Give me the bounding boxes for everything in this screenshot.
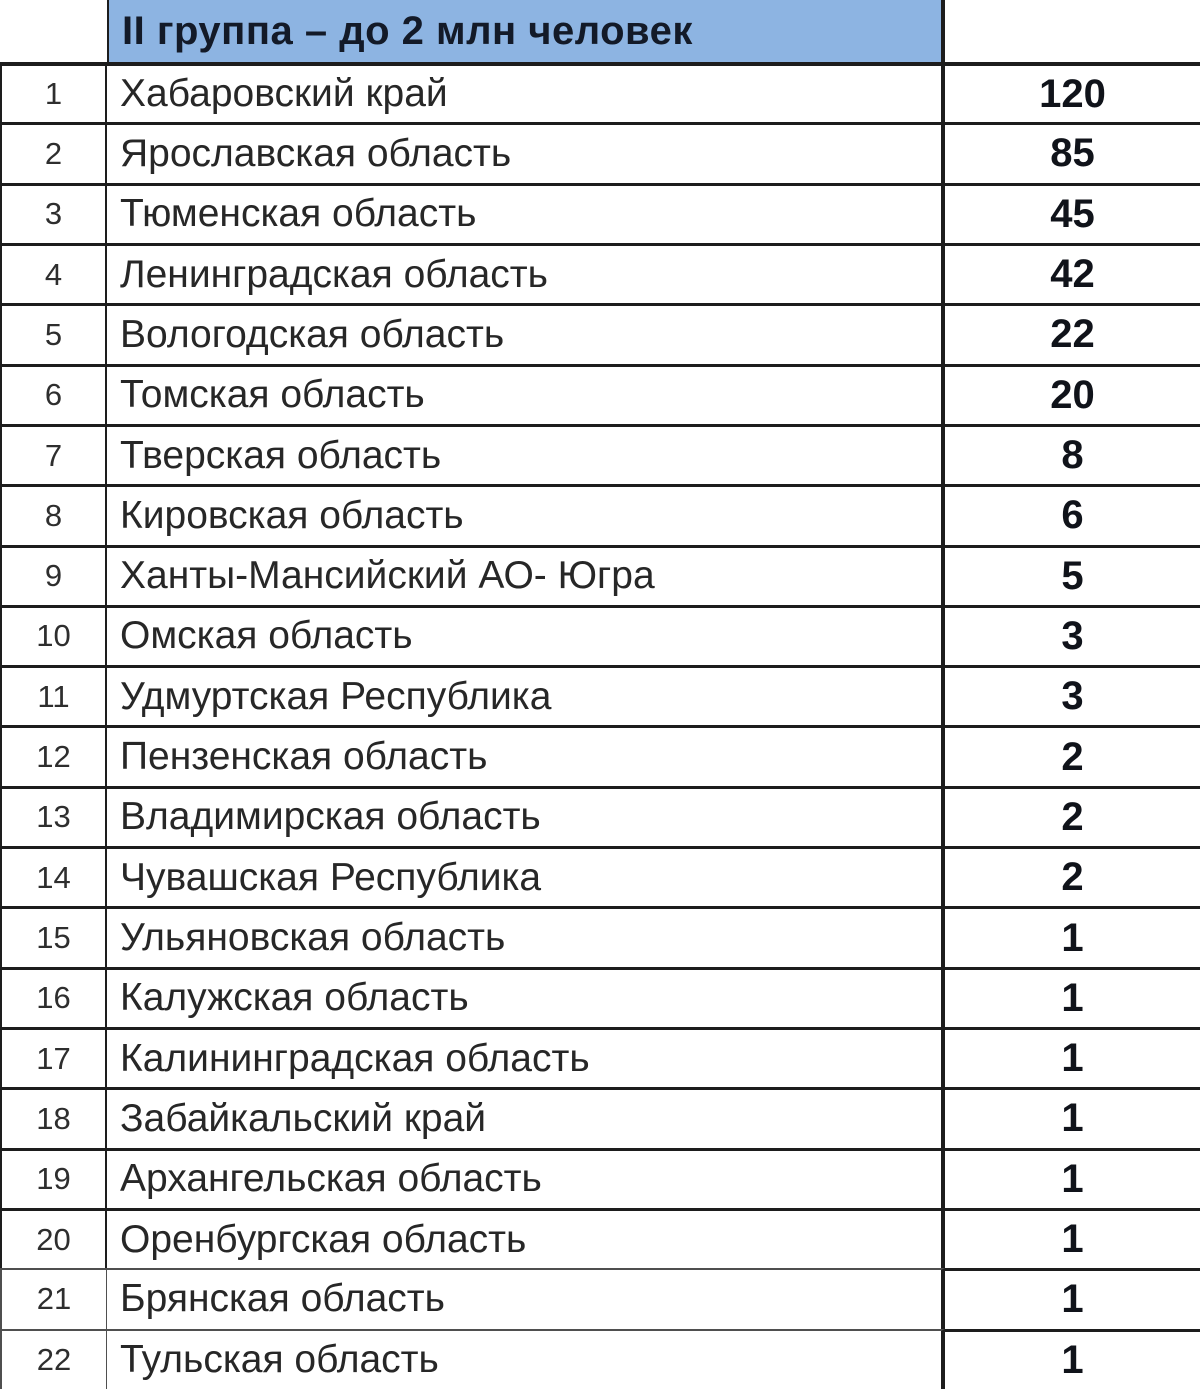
region-value: 1	[945, 1329, 1200, 1389]
region-name: Кировская область	[107, 484, 945, 544]
table-row	[0, 786, 1200, 846]
region-value: 42	[945, 243, 1200, 303]
region-value: 1	[945, 967, 1200, 1027]
row-number: 13	[0, 786, 107, 846]
table-row	[0, 303, 1200, 363]
row-number: 15	[0, 906, 107, 966]
region-name: Ярославская область	[107, 122, 945, 182]
table-row	[0, 424, 1200, 484]
region-name: Ульяновская область	[107, 906, 945, 966]
region-value: 45	[945, 183, 1200, 243]
region-name: Хабаровский край	[107, 62, 945, 122]
region-name: Калужская область	[107, 967, 945, 1027]
row-number: 2	[0, 122, 107, 182]
row-number: 21	[0, 1268, 107, 1328]
table-row	[0, 906, 1200, 966]
table-row	[0, 122, 1200, 182]
region-name: Владимирская область	[107, 786, 945, 846]
table-header-row	[0, 0, 1200, 62]
region-value: 8	[945, 424, 1200, 484]
region-value: 1	[945, 1087, 1200, 1147]
table-row	[0, 725, 1200, 785]
row-number: 3	[0, 183, 107, 243]
row-number: 10	[0, 605, 107, 665]
table-row	[0, 967, 1200, 1027]
region-name: Тюменская область	[107, 183, 945, 243]
group-title: II группа – до 2 млн человек	[107, 0, 945, 62]
region-value: 2	[945, 725, 1200, 785]
row-number: 20	[0, 1208, 107, 1268]
row-number: 16	[0, 967, 107, 1027]
region-name: Забайкальский край	[107, 1087, 945, 1147]
row-number: 18	[0, 1087, 107, 1147]
region-value: 22	[945, 303, 1200, 363]
row-number: 5	[0, 303, 107, 363]
row-number: 17	[0, 1027, 107, 1087]
header-empty-num-cell	[0, 0, 107, 62]
region-value: 85	[945, 122, 1200, 182]
region-name: Омская область	[107, 605, 945, 665]
region-value: 1	[945, 1148, 1200, 1208]
table-row	[0, 1027, 1200, 1087]
row-number: 4	[0, 243, 107, 303]
region-name: Тульская область	[107, 1329, 945, 1389]
region-name: Ханты-Мансийский АО- Югра	[107, 545, 945, 605]
region-value: 5	[945, 545, 1200, 605]
region-name: Удмуртская Республика	[107, 665, 945, 725]
table-row	[0, 1268, 1200, 1328]
table-row	[0, 1208, 1200, 1268]
region-value: 120	[945, 62, 1200, 122]
header-empty-value-cell	[945, 0, 1200, 62]
region-name: Архангельская область	[107, 1148, 945, 1208]
table-row	[0, 364, 1200, 424]
table-row	[0, 665, 1200, 725]
table-row	[0, 484, 1200, 544]
row-number: 12	[0, 725, 107, 785]
region-name: Томская область	[107, 364, 945, 424]
table-row	[0, 605, 1200, 665]
table-row	[0, 1087, 1200, 1147]
region-name: Тверская область	[107, 424, 945, 484]
row-number: 11	[0, 665, 107, 725]
table-row	[0, 183, 1200, 243]
table-row	[0, 62, 1200, 122]
row-number: 19	[0, 1148, 107, 1208]
table-row	[0, 1148, 1200, 1208]
row-number: 7	[0, 424, 107, 484]
region-value: 6	[945, 484, 1200, 544]
table-row	[0, 545, 1200, 605]
region-name: Ленинградская область	[107, 243, 945, 303]
table-body	[0, 62, 1200, 1389]
region-value: 1	[945, 1268, 1200, 1328]
region-value: 3	[945, 665, 1200, 725]
region-value: 20	[945, 364, 1200, 424]
region-name: Брянская область	[107, 1268, 945, 1328]
region-value: 2	[945, 786, 1200, 846]
table-row	[0, 846, 1200, 906]
row-number: 6	[0, 364, 107, 424]
region-name: Чувашская Республика	[107, 846, 945, 906]
region-value: 1	[945, 906, 1200, 966]
region-value: 2	[945, 846, 1200, 906]
table-row	[0, 1329, 1200, 1389]
region-value: 3	[945, 605, 1200, 665]
row-number: 9	[0, 545, 107, 605]
region-name: Вологодская область	[107, 303, 945, 363]
row-number: 1	[0, 62, 107, 122]
region-value: 1	[945, 1027, 1200, 1087]
row-number: 8	[0, 484, 107, 544]
region-name: Оренбургская область	[107, 1208, 945, 1268]
region-name: Пензенская область	[107, 725, 945, 785]
region-value: 1	[945, 1208, 1200, 1268]
row-number: 14	[0, 846, 107, 906]
table-row	[0, 243, 1200, 303]
region-name: Калининградская область	[107, 1027, 945, 1087]
row-number: 22	[0, 1329, 107, 1389]
